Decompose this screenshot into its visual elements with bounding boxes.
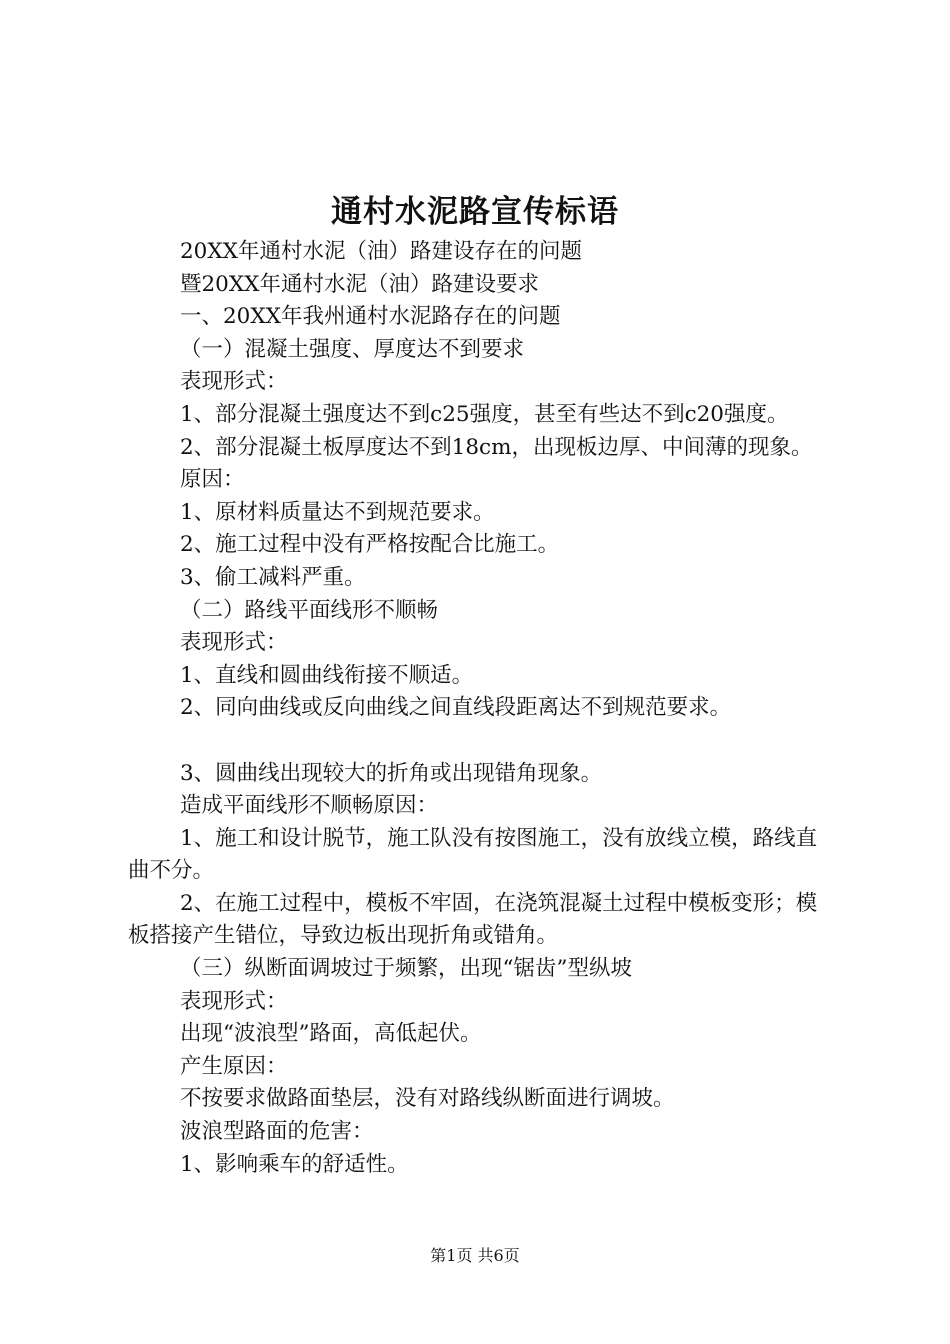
paragraph: 1、原材料质量达不到规范要求。 (180, 499, 495, 525)
paragraph: （一）混凝土强度、厚度达不到要求 (180, 336, 525, 362)
paragraph: 1、影响乘车的舒适性。 (180, 1151, 409, 1177)
paragraph: 1、直线和圆曲线衔接不顺适。 (180, 662, 474, 688)
paragraph: 20XX年通村水泥（油）路建设存在的问题 (180, 239, 582, 264)
paragraph: 2、部分混凝土板厚度达不到18cm，出现板边厚、中间薄的现象。 (180, 434, 813, 460)
paragraph: 表现形式： (180, 369, 288, 395)
paragraph: 3、偷工减料严重。 (180, 564, 366, 590)
document-title: 通村水泥路宣传标语 (331, 194, 619, 230)
paragraph: 2、在施工过程中，模板不牢固，在浇筑混凝土过程中模板变形；模板搭接产生错位，导致边板出现折角或错角。 (128, 890, 818, 949)
paragraph: 1、施工和设计脱节，施工队没有按图施工，没有放线立模，路线直曲不分。 (128, 825, 818, 884)
paragraph: 原因： (180, 467, 245, 493)
blank-line (128, 725, 833, 758)
paragraph: 表现形式： (180, 630, 288, 656)
paragraph: 1、部分混凝土强度达不到c25强度，甚至有些达不到c20强度。 (180, 401, 789, 427)
paragraph: 不按要求做路面垫层，没有对路线纵断面进行调坡。 (180, 1086, 675, 1112)
paragraph: （三）纵断面调坡过于频繁，出现“锯齿”型纵坡 (180, 956, 632, 982)
paragraph: （二）路线平面线形不顺畅 (180, 597, 439, 623)
page-footer: 第1页 共6页 (430, 1246, 520, 1265)
document-body (128, 236, 833, 1181)
paragraph: 2、施工过程中没有严格按配合比施工。 (180, 532, 560, 558)
paragraph: 造成平面线形不顺畅原因： (180, 793, 439, 819)
paragraph: 出现“波浪型”路面，高低起伏。 (180, 1021, 482, 1047)
paragraph: 2、同向曲线或反向曲线之间直线段距离达不到规范要求。 (180, 695, 732, 721)
paragraph: 产生原因： (180, 1053, 288, 1079)
paragraph: 表现形式： (180, 988, 288, 1014)
paragraph: 3、圆曲线出现较大的折角或出现错角现象。 (180, 760, 603, 786)
paragraph: 波浪型路面的危害： (180, 1119, 374, 1145)
paragraph: 暨20XX年通村水泥（油）路建设要求 (180, 271, 539, 297)
paragraph: 一、20XX年我州通村水泥路存在的问题 (180, 304, 561, 330)
